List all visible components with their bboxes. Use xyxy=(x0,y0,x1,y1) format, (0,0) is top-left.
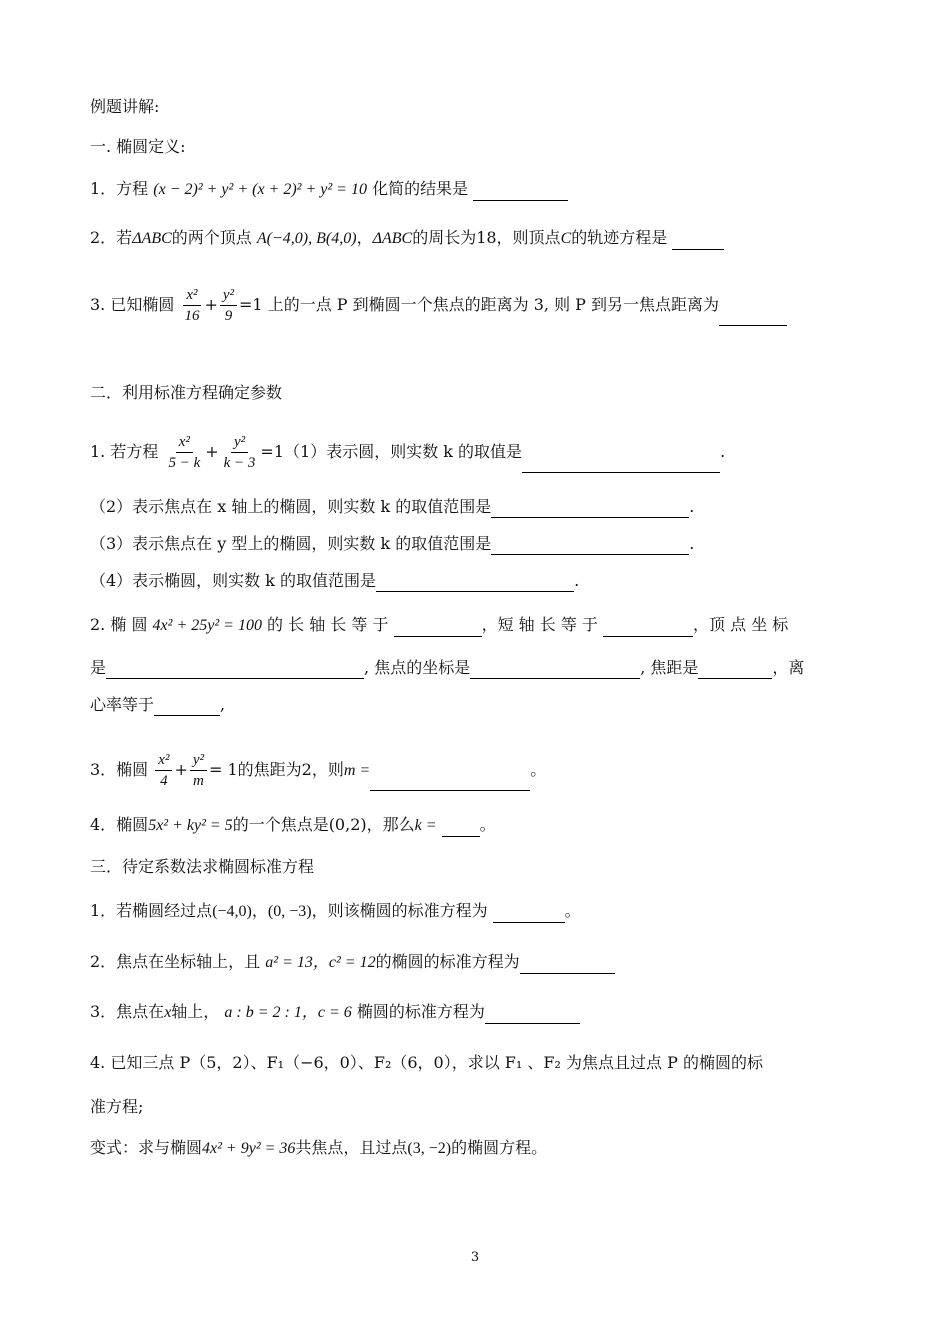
equation: ΔABC xyxy=(372,230,413,247)
section-1-title: 一. 椭圆定义: xyxy=(90,137,186,156)
fraction xyxy=(221,432,259,473)
answer-blank[interactable] xyxy=(672,231,724,250)
equation: a² = 13，c² = 12 xyxy=(265,954,376,971)
q-text: 的椭圆的标准方程为 xyxy=(375,952,520,971)
q-text: = 1的焦距为2，则 xyxy=(209,760,344,779)
answer-blank[interactable] xyxy=(491,536,689,555)
numerator: y² xyxy=(220,285,237,306)
q-text: 共焦点，且过点 xyxy=(295,1138,408,1157)
q-text: 1. 若方程 xyxy=(90,442,159,461)
q-text: 2. 椭 圆 xyxy=(90,615,148,634)
q-text: 。 xyxy=(479,815,496,834)
s2-question-1c: （3）表示焦点在 y 型上的椭圆，则实数 k 的取值范围是 . xyxy=(90,534,695,553)
answer-blank[interactable] xyxy=(370,772,530,791)
q-text: ，短 轴 长 等 于 xyxy=(481,615,598,634)
s3-question-2 xyxy=(90,951,615,974)
q-text: 3．椭圆 xyxy=(90,760,149,779)
answer-blank[interactable] xyxy=(442,818,480,837)
answer-blank[interactable] xyxy=(394,618,482,637)
answer-blank[interactable] xyxy=(719,307,787,326)
q-text: 4．椭圆 xyxy=(90,815,149,834)
equation: 4x² + 25y² = 100 xyxy=(152,617,262,634)
equation: 4x² + 9y² = 36 xyxy=(202,1140,296,1157)
equation: (x − 2)² + y² + (x + 2)² + y² = 10 xyxy=(153,181,367,198)
answer-blank[interactable] xyxy=(154,697,220,716)
q-text: 的轨迹方程是 xyxy=(571,228,668,247)
q-text: （3）表示焦点在 y 型上的椭圆，则实数 k 的取值范围是 xyxy=(90,534,492,553)
fraction xyxy=(165,432,203,473)
denominator: 16 xyxy=(184,308,200,324)
answer-blank[interactable] xyxy=(698,660,772,679)
q-text: 是 xyxy=(90,658,107,677)
equation: x xyxy=(164,1004,172,1021)
equation: C xyxy=(560,230,572,247)
fraction xyxy=(190,750,207,791)
equation: 5x² + ky² = 5 xyxy=(148,817,233,834)
q-text: 1．方程 xyxy=(90,179,149,198)
s3-question-1 xyxy=(90,900,581,923)
answer-blank[interactable] xyxy=(520,955,615,974)
q-text: 。 xyxy=(530,760,547,779)
fraction xyxy=(220,285,237,326)
answer-blank[interactable] xyxy=(470,660,640,679)
s3-question-3 xyxy=(90,1001,580,1024)
numerator: y² xyxy=(231,432,248,453)
answer-blank[interactable] xyxy=(106,660,364,679)
q-text: 轴上， xyxy=(171,1002,220,1021)
s1-question-1 xyxy=(90,178,568,201)
q-text: , 焦距是 xyxy=(640,658,699,677)
q-text: 椭圆的标准方程为 xyxy=(356,1002,485,1021)
q-text: 。 xyxy=(564,901,581,920)
q-text: ，顶 点 坐 标 xyxy=(693,615,789,634)
s1-question-3: 3. 已知椭圆 $\frac{\text{x²}}{16}$ + $\frac{\text{y²}}{9}$ =1 上的一点 P 到椭圆一个焦点的距离为 3, 则 P 到另一焦点距离为 xyxy=(90,285,787,326)
q-text: 的 长 轴 长 等 于 xyxy=(267,615,389,634)
q-text: 的两个顶点 xyxy=(171,228,252,247)
q-text: 化简的结果是 xyxy=(372,179,469,198)
numerator: x² xyxy=(155,750,172,771)
answer-blank[interactable] xyxy=(485,1005,580,1024)
s2-question-2c xyxy=(90,694,225,716)
q-text: 1．若椭圆经过点 xyxy=(90,901,213,920)
s1-question-2 xyxy=(90,227,724,250)
answer-blank[interactable] xyxy=(603,618,693,637)
page-number: 3 xyxy=(470,1250,480,1265)
section-2-title: 二．利用标准方程确定参数 xyxy=(90,383,283,402)
s2-question-1d: （4）表示椭圆，则实数 k 的取值范围是 . xyxy=(90,571,580,590)
answer-blank[interactable] xyxy=(522,454,720,473)
q-text: ，则该椭圆的标准方程为 xyxy=(311,901,488,920)
denominator: 9 xyxy=(224,308,233,324)
s2-question-2b xyxy=(90,657,804,679)
s2-question-1: 1. 若方程 $\frac{\text{x²}}{5 - k}$ + $\frac{\text{y²}}{k - 3}$ =1（1）表示圆，则实数 k 的取值是 . xyxy=(90,434,726,471)
s2-question-4 xyxy=(90,814,496,837)
equation: (−4,0)，(0, −3) xyxy=(212,903,312,920)
q-text: =1 上的一点 P 到椭圆一个焦点的距离为 3, 则 P 到另一焦点距离为 xyxy=(239,295,720,314)
s3-question-4: 4. 已知三点 P（5，2）、F₁（−6，0）、F₂（6，0），求以 F₁ 、F₂ 为焦点且过点 P 的椭圆的标 xyxy=(90,1053,763,1072)
q-text: 3．焦点在 xyxy=(90,1002,165,1021)
s2-question-1b: （2）表示焦点在 x 轴上的椭圆，则实数 k 的取值范围是 . xyxy=(90,497,695,516)
q-text: 的一个焦点是(0,2)，那么 xyxy=(232,815,415,834)
q-text: （4）表示椭圆，则实数 k 的取值范围是 xyxy=(90,571,377,590)
denominator: 4 xyxy=(160,773,168,789)
section-3-title: 三．待定系数法求椭圆标准方程 xyxy=(90,857,315,876)
q-text: 的周长为18，则顶点 xyxy=(412,228,561,247)
q-text: ，离 xyxy=(772,658,805,677)
q-text: 2．焦点在坐标轴上，且 xyxy=(90,952,261,971)
numerator: x² xyxy=(183,285,200,306)
variant-question xyxy=(90,1137,547,1160)
fraction xyxy=(181,285,202,326)
denominator: k − 3 xyxy=(223,455,256,471)
answer-blank[interactable] xyxy=(473,182,568,201)
answer-blank[interactable] xyxy=(493,904,565,923)
answer-blank[interactable] xyxy=(491,499,689,518)
q-text: 3. 已知椭圆 xyxy=(90,295,175,314)
answer-blank[interactable] xyxy=(376,573,574,592)
equation: ΔABC xyxy=(132,230,172,247)
q-text: 的椭圆方程。 xyxy=(451,1138,548,1157)
equation: A(−4,0), B(4,0) xyxy=(256,230,357,247)
q-text: 心率等于 xyxy=(90,695,155,714)
equation: a : b = 2 : 1，c = 6 xyxy=(224,1004,352,1021)
denominator: 5 − k xyxy=(168,455,201,471)
q-text: =1（1）表示圆，则实数 k 的取值是 xyxy=(260,442,523,461)
q-text: 2．若 xyxy=(90,228,133,247)
equation: k = xyxy=(414,817,437,834)
denominator: m xyxy=(193,773,204,789)
fraction xyxy=(155,750,172,791)
q-text: , xyxy=(220,695,226,714)
q-text: （2）表示焦点在 x 轴上的椭圆，则实数 k 的取值范围是 xyxy=(90,497,492,516)
numerator: y² xyxy=(190,750,207,771)
q-text: ， xyxy=(356,228,373,247)
q-text: , 焦点的坐标是 xyxy=(364,658,471,677)
heading: 例题讲解: xyxy=(90,97,160,116)
q-text: 变式：求与椭圆 xyxy=(90,1138,203,1157)
numerator: x² xyxy=(176,432,193,453)
s2-question-3: 3．椭圆 $\frac{\text{x²}}{4}$ + $\frac{\text{y²}}{m}$ = 1的焦距为2，则m = 。 xyxy=(90,752,547,789)
equation: m = xyxy=(343,762,371,779)
s2-question-2 xyxy=(90,614,788,637)
s3-question-4b: 准方程; xyxy=(90,1097,144,1116)
equation: (3, −2) xyxy=(407,1140,452,1157)
